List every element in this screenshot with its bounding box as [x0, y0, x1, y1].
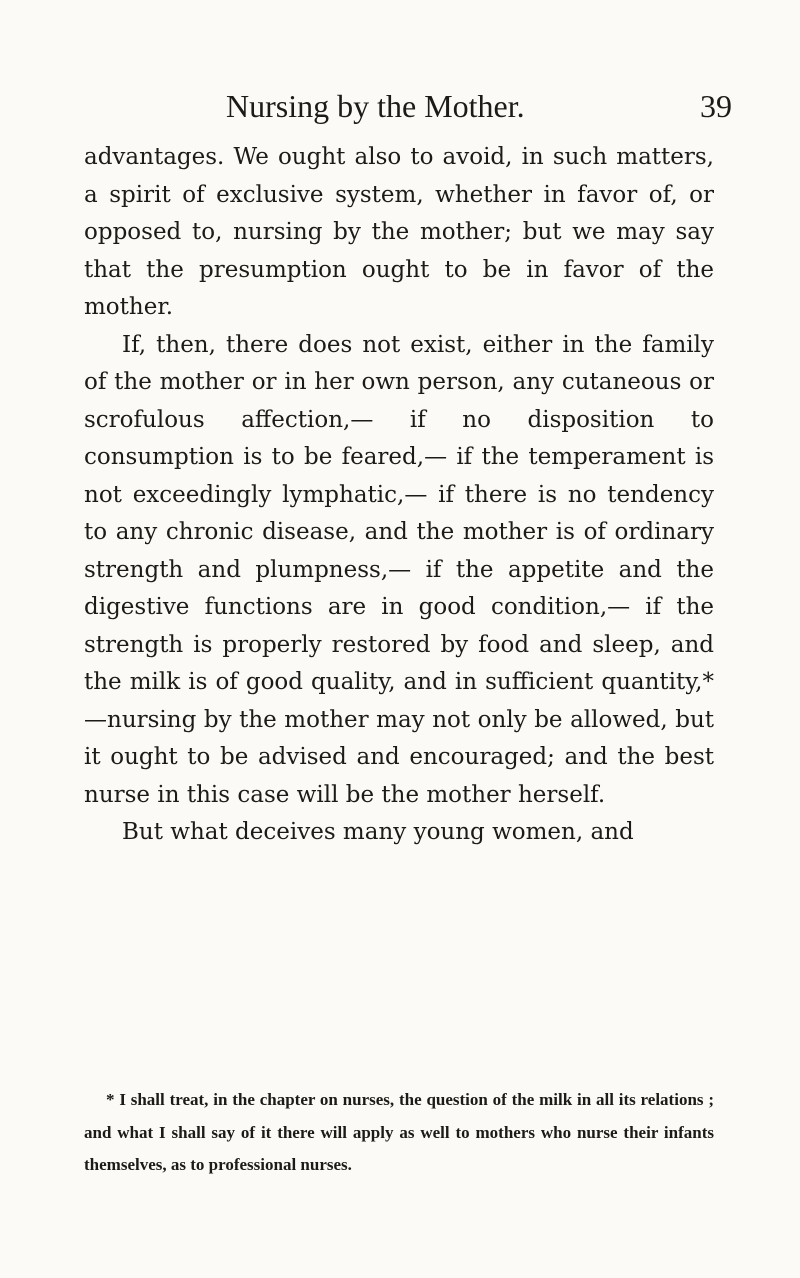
- paragraph-conditions: If, then, there does not exist, either in the family of the mother or in her own person, any cutaneous or scrofulous affection,— if no disposition to consumption is to be feared,— if the temperament is not exceedingly lymphatic,— if there is no tendency to any chronic disease, and the mother is of ordinary strength and plumpness,— if the appetite and the digestive functions are in good condition,— if the strength is properly restored by food and sleep, and the milk is of good quality, and in sufficient quantity,* —nursing by the mother may not only be allowed, but it ought to be advised and encouraged; and the best nurse in this case will be the mother herself.: [84, 331, 714, 808]
- paragraph-continued: advantages. We ought also to avoid, in such matters, a spirit of exclusive system, whether in favor of, or opposed to, nursing by the mother; but we may say that the presumption ought to be in favor of the mother.: [84, 144, 714, 320]
- body-text: [84, 139, 714, 852]
- paragraph-deceives: But what deceives many young women, and: [122, 819, 634, 845]
- page-number: 39: [700, 88, 732, 124]
- running-head: [226, 84, 732, 128]
- running-title: Nursing by the Mother.: [226, 88, 525, 124]
- footnote: * I shall treat, in the chapter on nurses, the question of the milk in all its relations ; and what I shall say of it there will apply as well to mothers who nurse their infants themselves, as to professional nurses.: [84, 1090, 714, 1174]
